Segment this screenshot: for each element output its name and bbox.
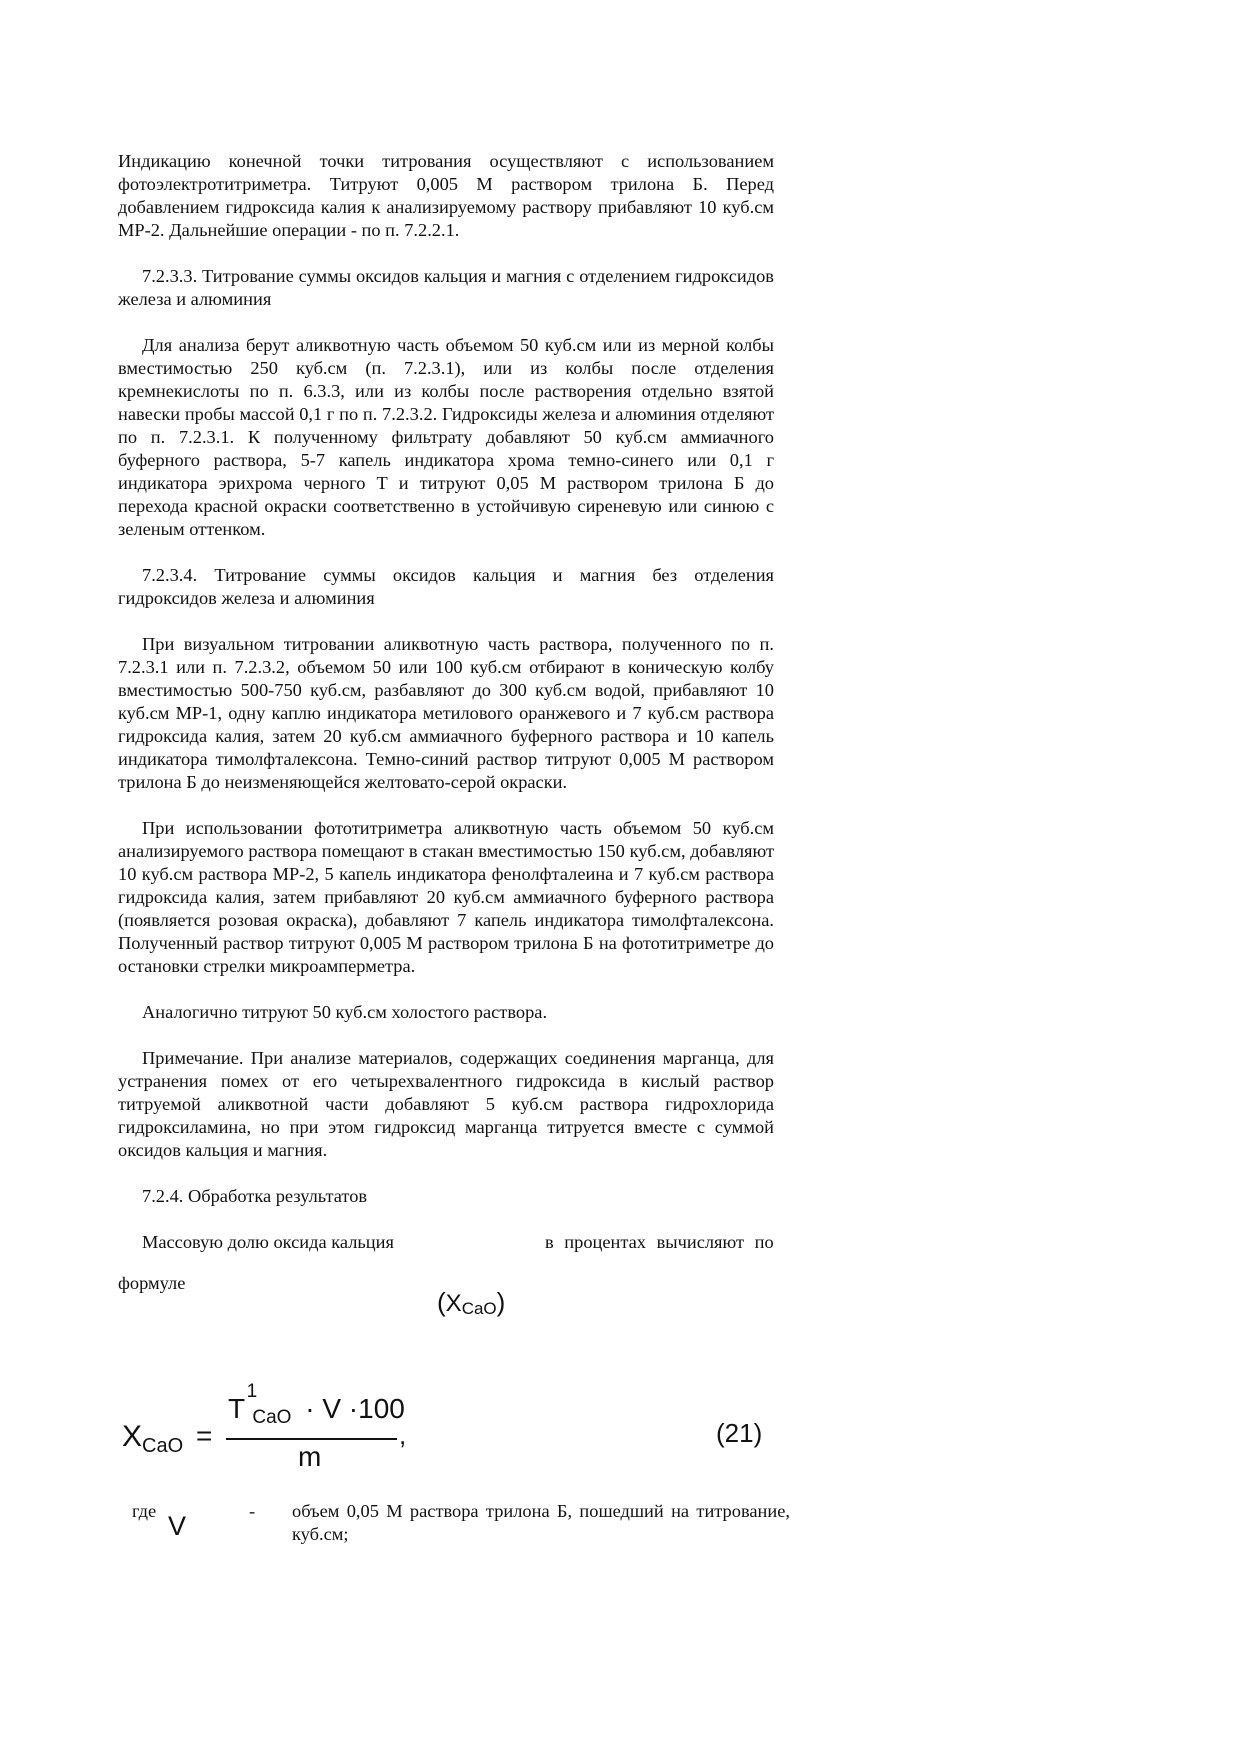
paragraph-phototitrimeter: При использовании фототитриметра аликвотную часть объемом 50 куб.см анализируемого раствора помещают в стакан вместимостью 150 куб.см, добавляют 10 куб.см раствора МР-2, 5 капель индикатора фенолфталеина и 7 куб.см раствора гидроксида калия, затем прибавляют 20 куб.см аммиачного буферного раствора (появляется розовая окраска), добавляют 7 капель индикатора тимолфталексона. Полученный раствор титруют 0,005 М раствором трилона Б на фототитриметре до остановки стрелки микроамперметра. [118,818,774,976]
section-heading-7-2-4: 7.2.4. Обработка результатов [142,1186,368,1206]
section-heading-7-2-3-3: 7.2.3.3. Титрование суммы оксидов кальция и магния с отделением гидроксидов железа и алюминия [118,266,774,309]
where-dash: - [249,1501,256,1521]
paragraph-indication: Индикацию конечной точки титрования осуществляют с использованием фотоэлектротитриметра. Титруют 0,005 М раствором трилона Б. Перед добавлением гидроксида калия к анализируемому раствору прибавляют 10 куб.см МР-2. Дальнейшие операции - по п. 7.2.2.1. [118,151,774,240]
mass-fraction-after-wrap [545,1231,774,1254]
formula-lhs: $X_{CaO}$ [122,1420,184,1457]
formula-denominator: m [298,1441,322,1472]
mass-fraction-line [118,1231,774,1254]
paragraph-analysis: Для анализа берут аликвотную часть объемом 50 куб.см или из мерной колбы вместимостью 250 куб.см (п. 7.2.3.1), или из колбы после отделения кремнекислоты по п. 6.3.3, или из колбы после растворения отдельно взятой навески пробы массой 0,1 г по п. 7.2.3.2. Гидроксиды железа и алюминия отделяют по п. 7.2.3.1. К полученному фильтрату добавляют 50 куб.см аммиачного буферного раствора, 5-7 капель индикатора хрома темно-синего или 0,1 г индикатора эрихрома черного Т и титруют 0,05 М раствором трилона Б до перехода красной окраски соответственно в устойчивую сиреневую или синюю с зеленым оттенком. [118,335,774,539]
where-text: объем 0,05 М раствора трилона Б, пошедший на титрование, куб.см; [292,1501,790,1544]
paragraph-blank: Аналогично титруют 50 куб.см холостого раствора. [142,1002,548,1022]
formula-comma: , [399,1420,407,1450]
formula-equals: = [196,1420,213,1451]
paragraph-visual-titration: При визуальном титровании аликвотную часть раствора, полученного по п. 7.2.3.1 или п. 7.2.3.2, объемом 50 или 100 куб.см отбирают в коническую колбу вместимостью 500-750 куб.см, разбавляют до 300 куб.см водой, прибавляют 10 куб.см МР-1, одну каплю индикатора метилового оранжевого и 7 куб.см раствора гидроксида калия, затем 20 куб.см аммиачного буферного раствора и 10 капель индикатора тимолфталексона. Темно-синий раствор титруют 0,005 М раствором трилона Б до неизменяющейся желтовато-серой окраски. [118,634,774,792]
document-body [118,150,774,1318]
formula-numerator: T 1 CaO · V ·100 [228,1381,405,1428]
section-heading-7-2-3-4: 7.2.3.4. Титрование суммы оксидов кальция и магния без отделения гидроксидов железа и алюминия [118,565,774,608]
inline-symbol-xcao: (XCaO) [437,1287,506,1318]
formula-fraction-bar [226,1438,397,1440]
mass-fraction-before: Массовую долю оксида кальция [142,1232,394,1252]
where-symbol: V [168,1511,187,1541]
formula-number: (21) [716,1418,763,1448]
mass-fraction-continuation: формуле [118,1273,186,1293]
paragraph-note: Примечание. При анализе материалов, содержащих соединения марганца, для устранения помех от его четырехвалентного гидроксида в кислый раствор титруемой аликвотной части добавляют 5 куб.см раствора гидрохлорида гидроксиламина, но при этом гидроксид марганца титруется вместе с суммой оксидов кальция и магния. [118,1048,774,1160]
mass-fraction-after: в процентах вычисляют по [545,1232,774,1252]
where-label: где [132,1501,157,1521]
